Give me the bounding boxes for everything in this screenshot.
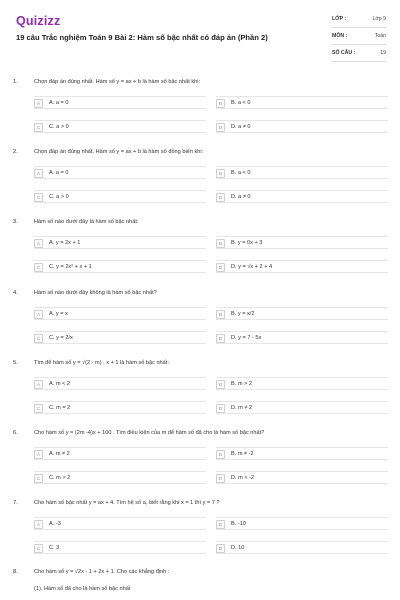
option-text: C. 3 (49, 545, 60, 551)
option-a[interactable] (34, 377, 206, 390)
option-letter-box: A (34, 239, 43, 248)
option-text: D. a ≠ 0 (231, 194, 251, 200)
option-letter-box: B (216, 310, 225, 319)
option-letter-box: B (216, 169, 225, 178)
option-letter-box: B (216, 450, 225, 459)
option-letter-box: C (34, 544, 43, 553)
option-text: A. m ≠ 2 (49, 451, 70, 457)
option-letter-box: D (216, 193, 225, 202)
option-text: C. m = 2 (49, 405, 71, 411)
option-letter-box: C (34, 263, 43, 272)
option-a[interactable] (34, 96, 206, 109)
option-letter-box: D (216, 334, 225, 343)
option-text: A. -3 (49, 521, 61, 527)
option-letter-box: C (34, 334, 43, 343)
option-letter-box: C (34, 474, 43, 483)
option-c[interactable] (34, 471, 206, 484)
option-text: D. m ≠ 2 (231, 405, 253, 411)
option-a[interactable] (34, 307, 206, 320)
option-text: B. y = 0x + 3 (231, 240, 263, 246)
quizizz-logo: Quizizz (16, 14, 61, 28)
option-a[interactable] (34, 447, 206, 460)
question-text: Chọn đáp án đúng nhất. Hàm số y = ax + b là hàm số đồng biến khi: (34, 149, 204, 155)
option-text: B. -10 (231, 521, 246, 527)
question-number: 1. (13, 79, 18, 85)
option-letter-box: C (34, 193, 43, 202)
meta-label: LỚP : (332, 16, 347, 22)
page-title: 19 câu Trắc nghiệm Toán 9 Bài 2: Hàm số bậc nhất có đáp án (Phần 2) (16, 33, 268, 42)
option-a[interactable] (34, 166, 206, 179)
option-text: A. a = 0 (49, 170, 69, 176)
question-number: 3. (13, 219, 18, 225)
option-d[interactable] (216, 260, 388, 273)
option-d[interactable] (216, 541, 388, 554)
option-letter-box: A (34, 520, 43, 529)
option-d[interactable] (216, 471, 388, 484)
option-text: D. y = 7 - 5x (231, 335, 262, 341)
option-text: B. y = x/2 (231, 311, 255, 317)
question-text: Hàm số nào dưới đây không là hàm số bậc nhất? (34, 290, 157, 296)
meta-value: 19 (380, 50, 386, 56)
option-letter-box: B (216, 380, 225, 389)
option-text: C. m > 2 (49, 475, 71, 481)
option-text: D. 10 (231, 545, 245, 551)
option-letter-box: D (216, 263, 225, 272)
option-text: B. a < 0 (231, 100, 251, 106)
question-number: 6. (13, 430, 18, 436)
option-text: A. a = 0 (49, 100, 69, 106)
option-a[interactable] (34, 236, 206, 249)
option-text: D. a ≠ 0 (231, 124, 251, 130)
option-letter-box: B (216, 520, 225, 529)
option-a[interactable] (34, 517, 206, 530)
option-text: A. m < 2 (49, 381, 70, 387)
question-number: 4. (13, 290, 18, 296)
question-text: Cho hàm số bậc nhất y = ax + 4. Tìm hệ số a, biết rằng khi x = 1 thì y = 7 ? (34, 500, 220, 506)
option-text: A. y = 2x + 1 (49, 240, 81, 246)
option-text: B. m ≠ -2 (231, 451, 254, 457)
meta-row-grade (332, 14, 386, 28)
question-number: 7. (13, 500, 18, 506)
meta-value: Toán (374, 33, 386, 39)
option-text: D. m < -2 (231, 475, 255, 481)
question-text: Cho hàm số y = √2x - 1 + 2x + 1. Cho các khẳng định : (34, 569, 170, 575)
option-text: C. y = 2x² + x + 1 (49, 264, 92, 270)
option-d[interactable] (216, 120, 388, 133)
option-letter-box: A (34, 450, 43, 459)
option-letter-box: B (216, 239, 225, 248)
option-b[interactable] (216, 447, 388, 460)
option-text: D. y = √x + 2 + 4 (231, 264, 273, 270)
option-c[interactable] (34, 331, 206, 344)
option-c[interactable] (34, 401, 206, 414)
question-text: Tìm để hàm số y = √(2 - m) . x + 1 là hàm số bậc nhất: (34, 360, 169, 366)
option-letter-box: A (34, 380, 43, 389)
option-letter-box: B (216, 99, 225, 108)
meta-value: Lớp 9 (372, 16, 386, 22)
option-c[interactable] (34, 260, 206, 273)
option-text: B. m > 2 (231, 381, 252, 387)
option-c[interactable] (34, 120, 206, 133)
option-text: C. a > 0 (49, 194, 69, 200)
option-b[interactable] (216, 166, 388, 179)
question-text: Chọn đáp án đúng nhất. Hàm số y = ax + b là hàm số bậc nhất khi: (34, 79, 201, 85)
option-letter-box: C (34, 123, 43, 132)
meta-label: SỐ CÂU : (332, 50, 356, 56)
option-letter-box: A (34, 99, 43, 108)
option-text: A. y = x (49, 311, 68, 317)
question-number: 2. (13, 149, 18, 155)
option-d[interactable] (216, 331, 388, 344)
option-text: C. y = 2/x (49, 335, 73, 341)
option-c[interactable] (34, 190, 206, 203)
statement-text: (1). Hàm số đã cho là hàm số bậc nhất (34, 586, 131, 592)
option-letter-box: D (216, 474, 225, 483)
option-b[interactable] (216, 517, 388, 530)
option-d[interactable] (216, 401, 388, 414)
option-b[interactable] (216, 96, 388, 109)
question-text: Cho hàm số y = (2m -4)x + 100 . Tìm điều kiện của m để hàm số đã cho là hàm số bậc nhất? (34, 430, 265, 436)
option-letter-box: D (216, 123, 225, 132)
meta-row-subject (332, 31, 386, 45)
option-d[interactable] (216, 190, 388, 203)
question-number: 8. (13, 569, 18, 575)
option-letter-box: D (216, 404, 225, 413)
meta-box (332, 14, 386, 65)
option-letter-box: C (34, 404, 43, 413)
page-header (0, 0, 400, 66)
option-letter-box: A (34, 169, 43, 178)
option-b[interactable] (216, 236, 388, 249)
option-b[interactable] (216, 307, 388, 320)
meta-row-count (332, 48, 386, 62)
option-letter-box: D (216, 544, 225, 553)
meta-label: MÔN : (332, 33, 348, 39)
option-b[interactable] (216, 377, 388, 390)
question-number: 5. (13, 360, 18, 366)
question-text: Hàm số nào dưới đây là hàm số bậc nhất: (34, 219, 139, 225)
option-letter-box: A (34, 310, 43, 319)
option-text: B. a < 0 (231, 170, 251, 176)
option-text: C. a > 0 (49, 124, 69, 130)
option-c[interactable] (34, 541, 206, 554)
